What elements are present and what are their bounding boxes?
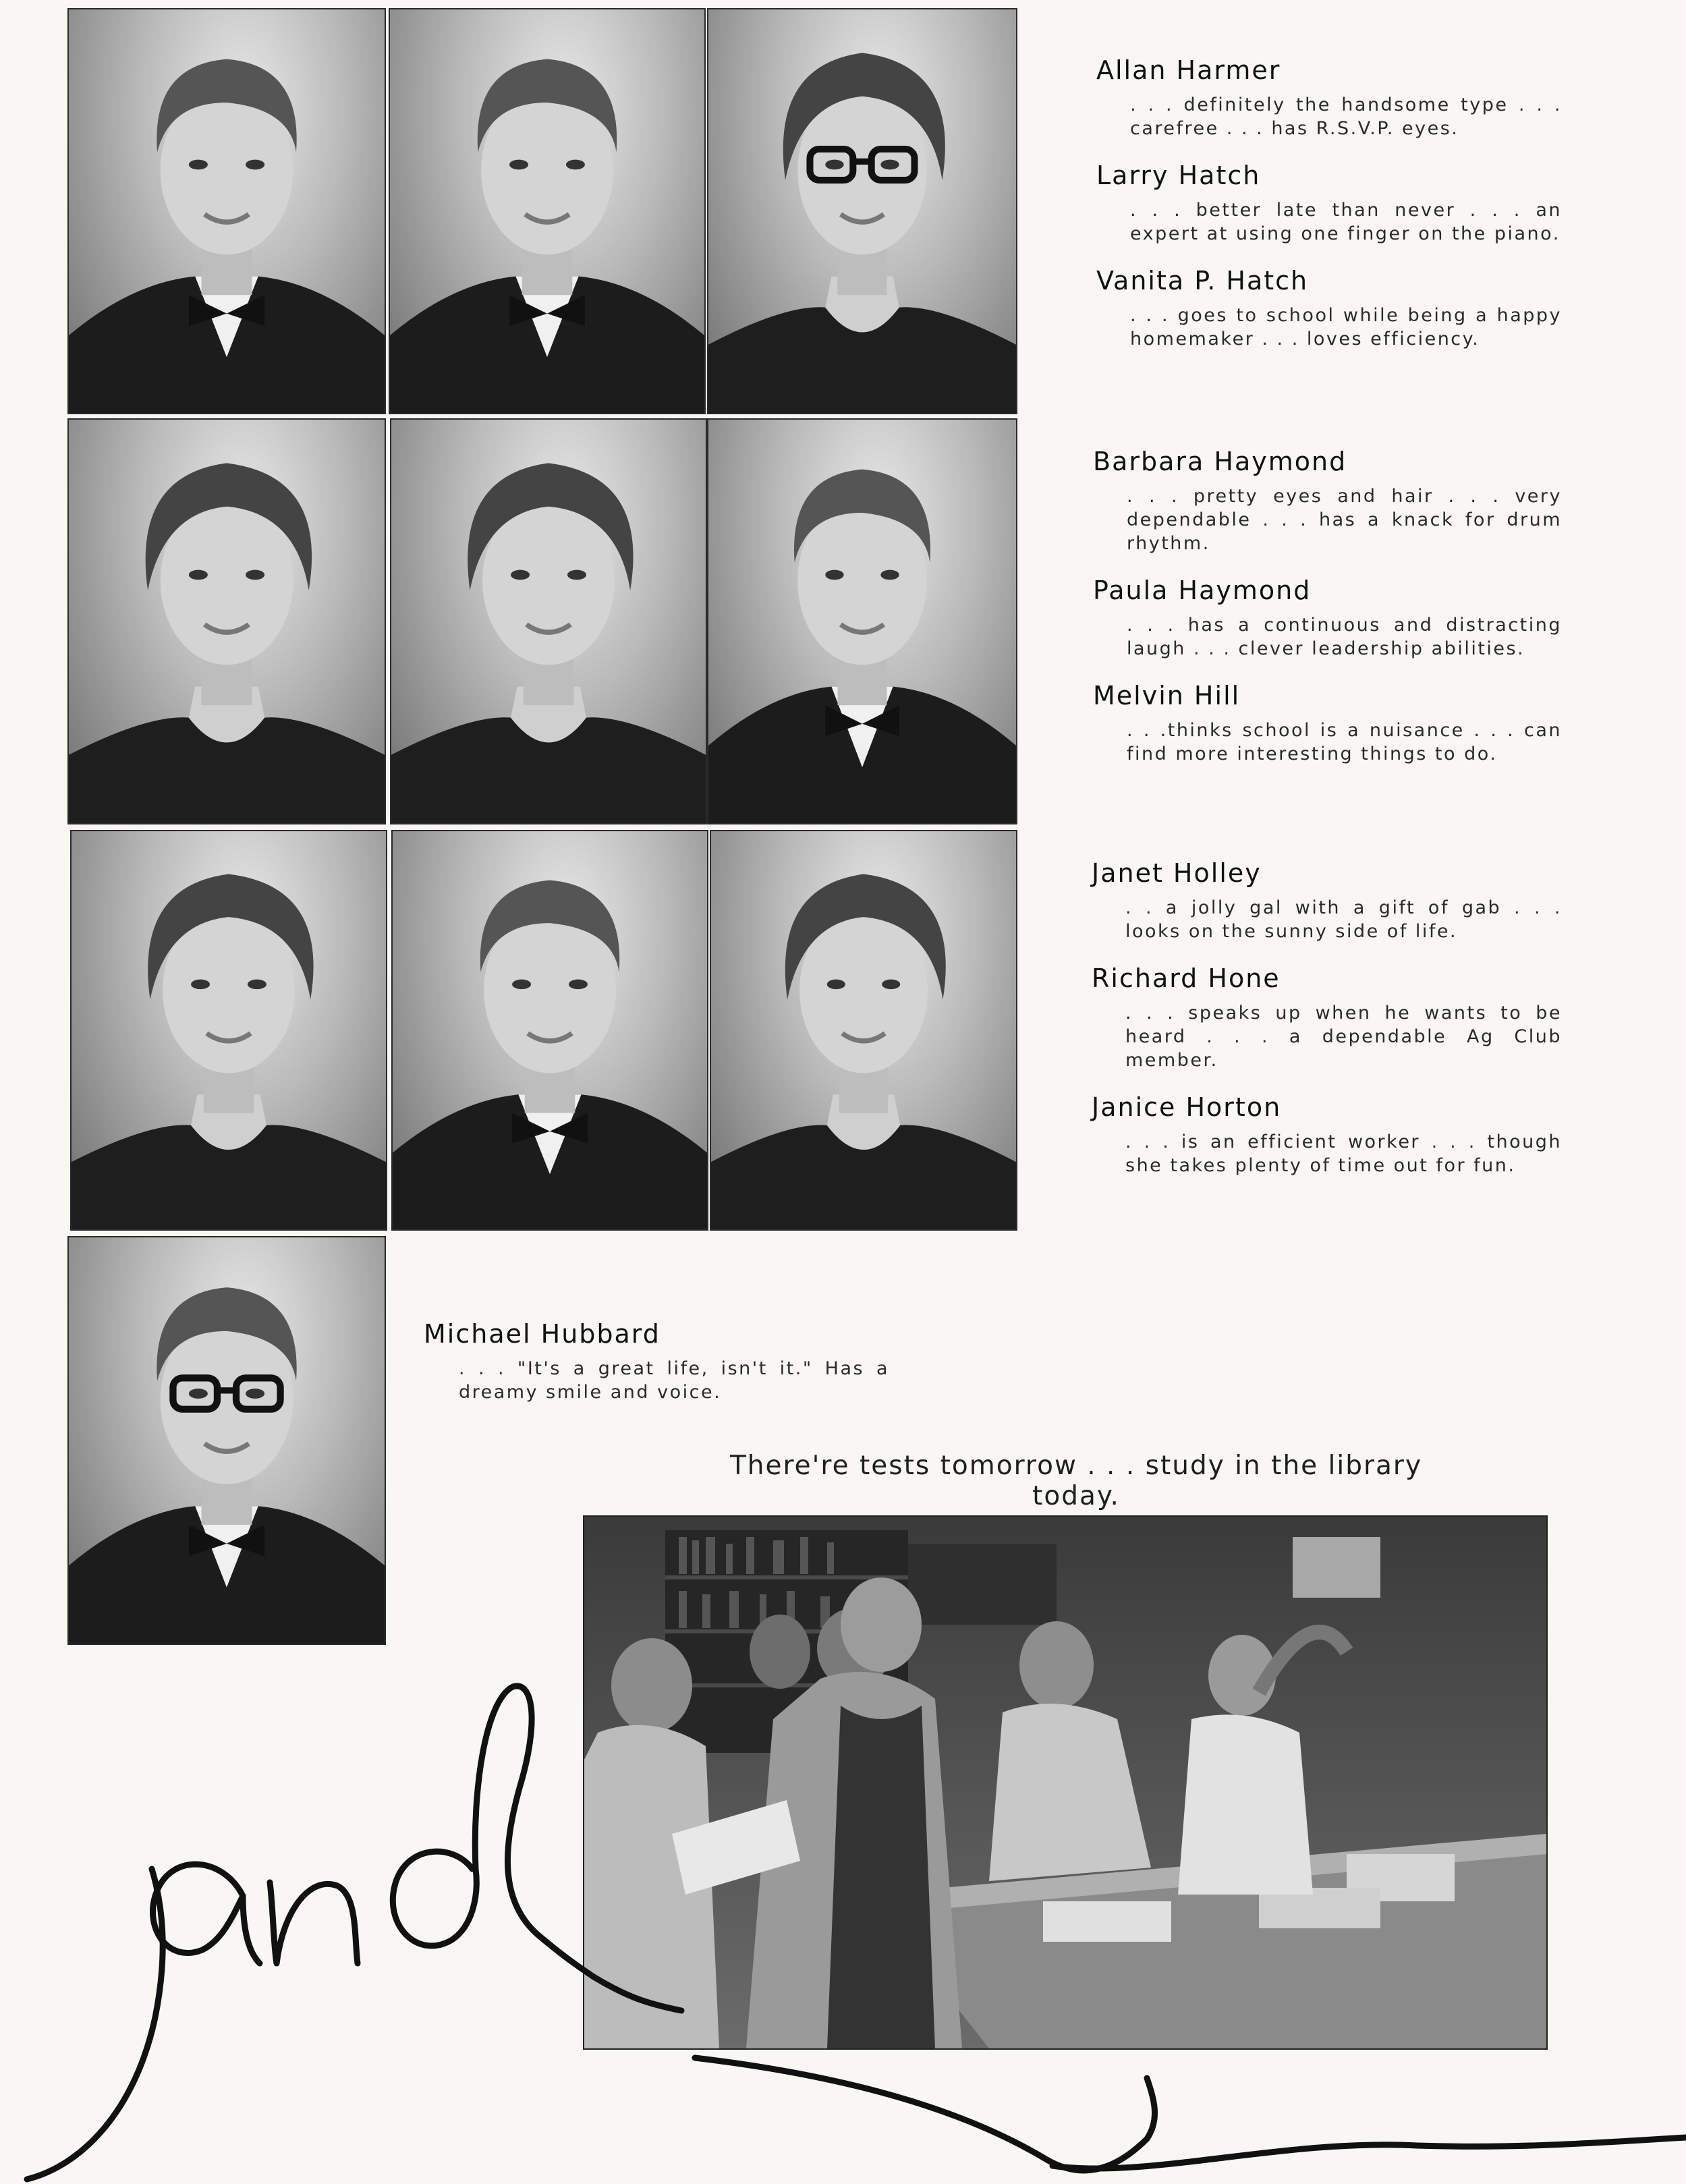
student-description: . . . "It's a great life, isn't it." Has a dreamy smile and voice. xyxy=(459,1358,889,1403)
entry-michael-hubbard xyxy=(424,1319,889,1404)
entry-allan-harmer xyxy=(1096,55,1562,140)
student-name: Larry Hatch xyxy=(1096,161,1261,190)
entry-richard-hone xyxy=(1092,963,1562,1072)
library-caption: There're tests tomorrow . . . study in the library today. xyxy=(729,1451,1423,1511)
entries-group-1 xyxy=(1096,55,1562,371)
student-description: . . . better late than never . . . an expert at using one finger on the piano. xyxy=(1130,200,1562,244)
student-name: Janet Holley xyxy=(1092,858,1262,888)
entries-group-4 xyxy=(424,1319,889,1424)
student-name: Richard Hone xyxy=(1092,963,1281,993)
portrait-melvin-hill xyxy=(707,418,1017,824)
student-name: Paula Haymond xyxy=(1093,576,1312,605)
entry-larry-hatch xyxy=(1096,161,1562,246)
portrait-larry-hatch xyxy=(389,8,706,414)
entry-janice-horton xyxy=(1092,1092,1562,1177)
student-description: . . . definitely the handsome type . . . carefree . . . has R.S.V.P. eyes. xyxy=(1130,94,1562,139)
portrait-janice-horton xyxy=(710,830,1017,1231)
student-description: . . . goes to school while being a happy homemaker . . . loves efficiency. xyxy=(1130,305,1562,349)
script-and-decoration xyxy=(0,1586,1686,2184)
student-description: . . .thinks school is a nuisance . . . can find more interesting things to do. xyxy=(1127,720,1562,764)
portrait-richard-hone xyxy=(391,830,708,1231)
student-name: Allan Harmer xyxy=(1096,55,1281,85)
student-name: Janice Horton xyxy=(1092,1092,1282,1122)
student-name: Michael Hubbard xyxy=(424,1319,661,1349)
portrait-vanita-hatch xyxy=(707,8,1017,414)
entry-vanita-hatch xyxy=(1096,266,1562,351)
entry-barbara-haymond xyxy=(1093,447,1562,555)
entry-paula-haymond xyxy=(1093,576,1562,661)
student-description: . . a jolly gal with a gift of gab . . . looks on the sunny side of life. xyxy=(1125,897,1562,942)
entry-melvin-hill xyxy=(1093,681,1562,766)
portrait-paula-haymond xyxy=(390,418,707,824)
entries-group-3 xyxy=(1092,858,1562,1198)
student-name: Melvin Hill xyxy=(1093,681,1241,710)
student-name: Barbara Haymond xyxy=(1093,447,1347,476)
portrait-allan-harmer xyxy=(67,8,386,414)
student-description: . . . pretty eyes and hair . . . very dependable . . . has a knack for drum rhythm. xyxy=(1127,486,1562,554)
student-description: . . . speaks up when he wants to be heard . . . a dependable Ag Club member. xyxy=(1125,1003,1562,1071)
portrait-michael-hubbard xyxy=(67,1236,386,1645)
entries-group-2 xyxy=(1093,447,1562,786)
student-description: . . . has a continuous and distracting laugh . . . clever leadership abilities. xyxy=(1127,615,1562,659)
entry-janet-holley xyxy=(1092,858,1562,943)
student-name: Vanita P. Hatch xyxy=(1096,266,1309,296)
student-description: . . . is an efficient worker . . . though she takes plenty of time out for fun. xyxy=(1125,1131,1562,1176)
portrait-barbara-haymond xyxy=(67,418,386,824)
portrait-janet-holley xyxy=(70,830,387,1231)
